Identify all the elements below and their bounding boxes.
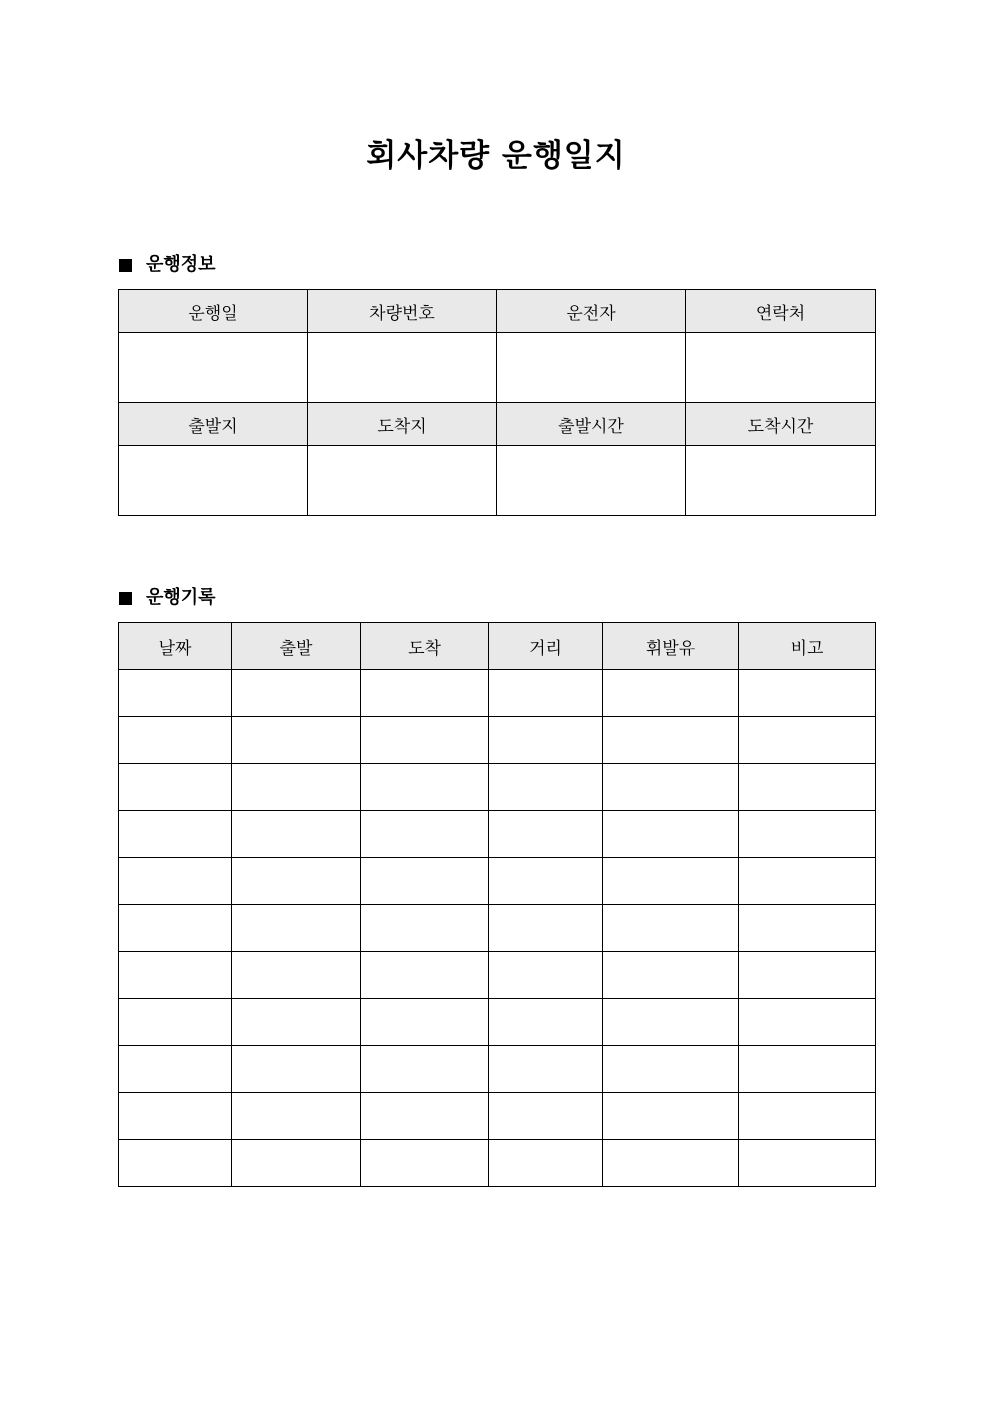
contact-field[interactable] — [686, 333, 876, 403]
header-arrival-time: 도착시간 — [686, 403, 876, 446]
remarks-cell[interactable] — [739, 952, 876, 999]
header-remarks: 비고 — [739, 623, 876, 670]
departure-cell[interactable] — [232, 811, 361, 858]
distance-cell[interactable] — [489, 717, 603, 764]
arrival-cell[interactable] — [361, 811, 489, 858]
arrival-cell[interactable] — [361, 1093, 489, 1140]
distance-cell[interactable] — [489, 764, 603, 811]
arrival-cell[interactable] — [361, 670, 489, 717]
driving-log-table — [118, 622, 876, 1187]
table-row — [119, 905, 876, 952]
log-header-row — [119, 623, 876, 670]
square-bullet-icon — [119, 592, 132, 605]
departure-cell[interactable] — [232, 717, 361, 764]
departure-cell[interactable] — [232, 1140, 361, 1187]
remarks-cell[interactable] — [739, 858, 876, 905]
departure-cell[interactable] — [232, 1046, 361, 1093]
remarks-cell[interactable] — [739, 811, 876, 858]
drive-date-field[interactable] — [119, 333, 308, 403]
date-cell[interactable] — [119, 1046, 232, 1093]
arrival-cell[interactable] — [361, 764, 489, 811]
departure-cell[interactable] — [232, 952, 361, 999]
remarks-cell[interactable] — [739, 999, 876, 1046]
gasoline-cell[interactable] — [603, 905, 739, 952]
date-cell[interactable] — [119, 764, 232, 811]
distance-cell[interactable] — [489, 905, 603, 952]
driver-field[interactable] — [497, 333, 686, 403]
table-row — [119, 952, 876, 999]
departure-cell[interactable] — [232, 858, 361, 905]
arrival-cell[interactable] — [361, 952, 489, 999]
gasoline-cell[interactable] — [603, 999, 739, 1046]
departure-cell[interactable] — [232, 905, 361, 952]
departure-place-field[interactable] — [119, 446, 308, 516]
date-cell[interactable] — [119, 717, 232, 764]
departure-time-field[interactable] — [497, 446, 686, 516]
date-cell[interactable] — [119, 1140, 232, 1187]
table-row — [119, 1046, 876, 1093]
header-contact: 연락처 — [686, 290, 876, 333]
header-gasoline: 휘발유 — [603, 623, 739, 670]
gasoline-cell[interactable] — [603, 670, 739, 717]
table-row — [119, 1093, 876, 1140]
date-cell[interactable] — [119, 1093, 232, 1140]
remarks-cell[interactable] — [739, 717, 876, 764]
arrival-cell[interactable] — [361, 999, 489, 1046]
header-arrival-place: 도착지 — [308, 403, 497, 446]
info-header-row-2 — [119, 403, 876, 446]
square-bullet-icon — [119, 259, 132, 272]
gasoline-cell[interactable] — [603, 764, 739, 811]
table-row — [119, 764, 876, 811]
header-distance: 거리 — [489, 623, 603, 670]
header-arrival: 도착 — [361, 623, 489, 670]
distance-cell[interactable] — [489, 670, 603, 717]
remarks-cell[interactable] — [739, 670, 876, 717]
date-cell[interactable] — [119, 670, 232, 717]
driving-info-table — [118, 289, 876, 516]
header-drive-date: 운행일 — [119, 290, 308, 333]
info-value-row-1 — [119, 333, 876, 403]
date-cell[interactable] — [119, 999, 232, 1046]
arrival-cell[interactable] — [361, 1140, 489, 1187]
distance-cell[interactable] — [489, 999, 603, 1046]
remarks-cell[interactable] — [739, 905, 876, 952]
remarks-cell[interactable] — [739, 1046, 876, 1093]
table-row — [119, 670, 876, 717]
distance-cell[interactable] — [489, 952, 603, 999]
remarks-cell[interactable] — [739, 764, 876, 811]
gasoline-cell[interactable] — [603, 717, 739, 764]
distance-cell[interactable] — [489, 811, 603, 858]
arrival-cell[interactable] — [361, 858, 489, 905]
table-row — [119, 1140, 876, 1187]
table-row — [119, 999, 876, 1046]
gasoline-cell[interactable] — [603, 858, 739, 905]
section-heading-log-label: 운행기록 — [146, 587, 216, 608]
distance-cell[interactable] — [489, 1140, 603, 1187]
departure-cell[interactable] — [232, 999, 361, 1046]
info-value-row-2 — [119, 446, 876, 516]
table-row — [119, 811, 876, 858]
header-departure-time: 출발시간 — [497, 403, 686, 446]
distance-cell[interactable] — [489, 1046, 603, 1093]
gasoline-cell[interactable] — [603, 952, 739, 999]
section-heading-log — [119, 586, 216, 610]
header-departure-place: 출발지 — [119, 403, 308, 446]
header-vehicle-number: 차량번호 — [308, 290, 497, 333]
gasoline-cell[interactable] — [603, 1046, 739, 1093]
section-heading-info — [119, 253, 216, 277]
date-cell[interactable] — [119, 858, 232, 905]
departure-cell[interactable] — [232, 764, 361, 811]
arrival-cell[interactable] — [361, 1046, 489, 1093]
gasoline-cell[interactable] — [603, 1093, 739, 1140]
arrival-cell[interactable] — [361, 905, 489, 952]
arrival-time-field[interactable] — [686, 446, 876, 516]
gasoline-cell[interactable] — [603, 811, 739, 858]
section-heading-info-label: 운행정보 — [146, 254, 216, 275]
gasoline-cell[interactable] — [603, 1140, 739, 1187]
date-cell[interactable] — [119, 905, 232, 952]
header-departure: 출발 — [232, 623, 361, 670]
vehicle-number-field[interactable] — [308, 333, 497, 403]
distance-cell[interactable] — [489, 858, 603, 905]
remarks-cell[interactable] — [739, 1140, 876, 1187]
departure-cell[interactable] — [232, 1093, 361, 1140]
arrival-cell[interactable] — [361, 717, 489, 764]
date-cell[interactable] — [119, 811, 232, 858]
info-header-row-1 — [119, 290, 876, 333]
table-row — [119, 858, 876, 905]
arrival-place-field[interactable] — [308, 446, 497, 516]
date-cell[interactable] — [119, 952, 232, 999]
header-driver: 운전자 — [497, 290, 686, 333]
document-title: 회사차량 운행일지 — [366, 138, 626, 174]
departure-cell[interactable] — [232, 670, 361, 717]
table-row — [119, 717, 876, 764]
header-date: 날짜 — [119, 623, 232, 670]
distance-cell[interactable] — [489, 1093, 603, 1140]
remarks-cell[interactable] — [739, 1093, 876, 1140]
